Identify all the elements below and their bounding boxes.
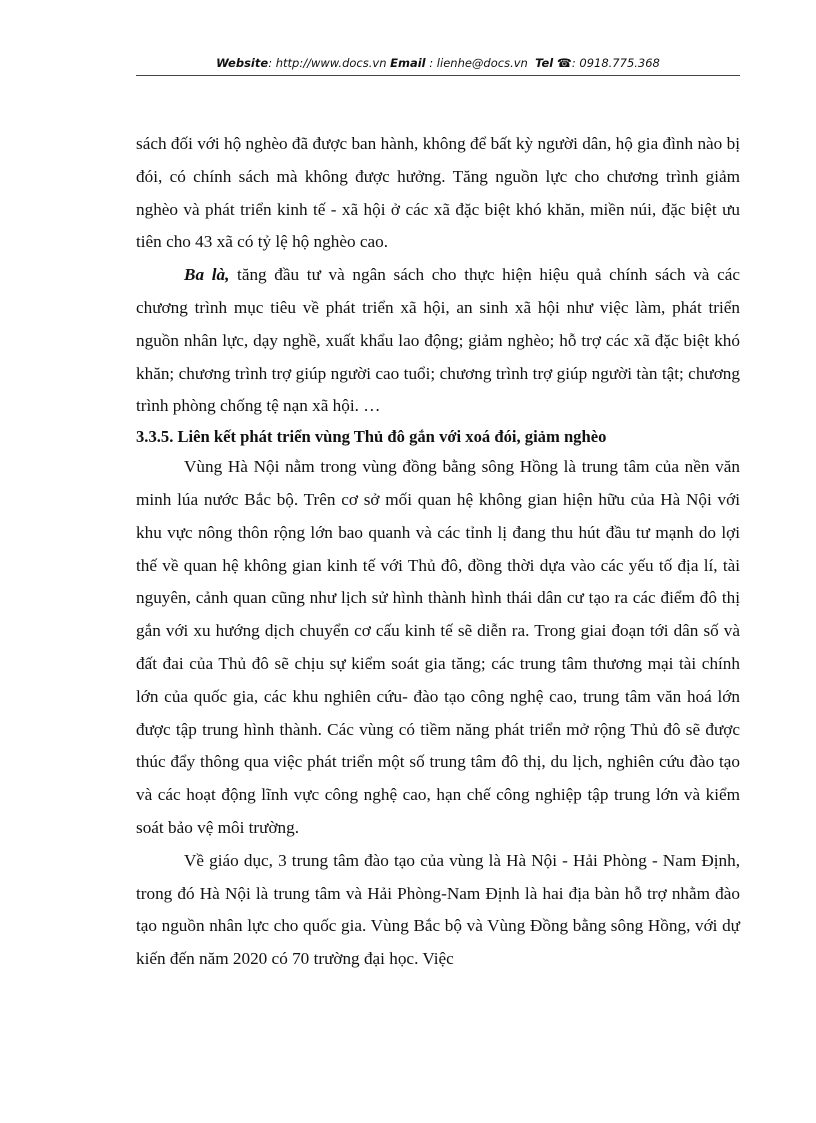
paragraph-2: [136, 259, 740, 423]
tel-value: : 0918.775.368: [571, 56, 660, 70]
email-value: : lienhe@docs.vn: [425, 56, 528, 70]
paragraph-4: Về giáo dục, 3 trung tâm đào tạo của vùng là Hà Nội - Hải Phòng - Nam Định, trong đó Hà Nội là trung tâm và Hải Phòng-Nam Định là hai địa bàn hỗ trợ nhằm đào tạo nguồn nhân lực cho quốc gia. Vùng Bắc bộ và Vùng Đồng bằng sông Hồng, với dự kiến đến năm 2020 có 70 trường đại học. Việc: [136, 850, 740, 969]
tel-label: Tel: [535, 56, 554, 70]
document-body: [136, 128, 740, 976]
page-header: [136, 56, 740, 70]
paragraph-3: Vùng Hà Nội nằm trong vùng đồng bằng sông Hồng là trung tâm của nền văn minh lúa nước Bắc bộ. Trên cơ sở mối quan hệ không gian hiện hữu của Hà Nội với khu vực nông thôn rộng lớn bao quanh và các tỉnh lị đang thu hút đầu tư mạnh do lợi thế về quan hệ không gian kinh tế với Thủ đô, đồng thời dựa vào các yếu tố địa lí, tài nguyên, cảnh quan cũng như lịch sử hình thành hình thái dân cư tạo ra các điểm đô thị gắn với xu hướng dịch chuyển cơ cấu kinh tế sẽ diễn ra. Trong giai đoạn tới dân số và đất đai của Thủ đô sẽ chịu sự kiểm soát gia tăng; các trung tâm thương mại tài chính lớn của quốc gia, các khu nghiên cứu- đào tạo công nghệ cao, trung tâm văn hoá lớn được tập trung hình thành. Các vùng có tiềm năng phát triển mở rộng Thủ đô sẽ được thúc đẩy thông qua việc phát triển một số trung tâm đô thị, du lịch, nghiên cứu đào tạo và các hoạt động lĩnh vực công nghệ cao, hạn chế công nghiệp tập trung lớn và kiểm soát bảo vệ môi trường.: [136, 457, 740, 837]
paragraph-2-lead: Ba là,: [184, 265, 230, 285]
header-divider: [136, 75, 740, 76]
paragraph-2-text: tăng đầu tư và ngân sách cho thực hiện hiệu quả chính sách và các chương trình mục tiêu về phát triển xã hội, an sinh xã hội như việc làm, phát triển nguồn nhân lực, dạy nghề, xuất khẩu lao động; giảm nghèo; hỗ trợ các xã đặc biệt khó khăn; chương trình trợ giúp người cao tuổi; chương trình trợ giúp người tàn tật; chương trình phòng chống tệ nạn xã hội. …: [136, 265, 740, 416]
paragraph-1: sách đối với hộ nghèo đã được ban hành, không để bất kỳ người dân, hộ gia đình nào bị đói, có chính sách mà không được hưởng. Tăng nguồn lực cho chương trình giảm nghèo và phát triển kinh tế - xã hội ở các xã đặc biệt khó khăn, miền núi, đặc biệt ưu tiên cho 43 xã có tỷ lệ hộ nghèo cao.: [136, 134, 740, 252]
website-value: : http://www.docs.vn: [268, 56, 387, 70]
section-heading: 3.3.5. Liên kết phát triển vùng Thủ đô gắn với xoá đói, giảm nghèo: [136, 427, 607, 447]
website-label: Website: [216, 56, 269, 70]
telephone-icon: ☎: [556, 56, 572, 70]
email-label: Email: [390, 56, 426, 70]
